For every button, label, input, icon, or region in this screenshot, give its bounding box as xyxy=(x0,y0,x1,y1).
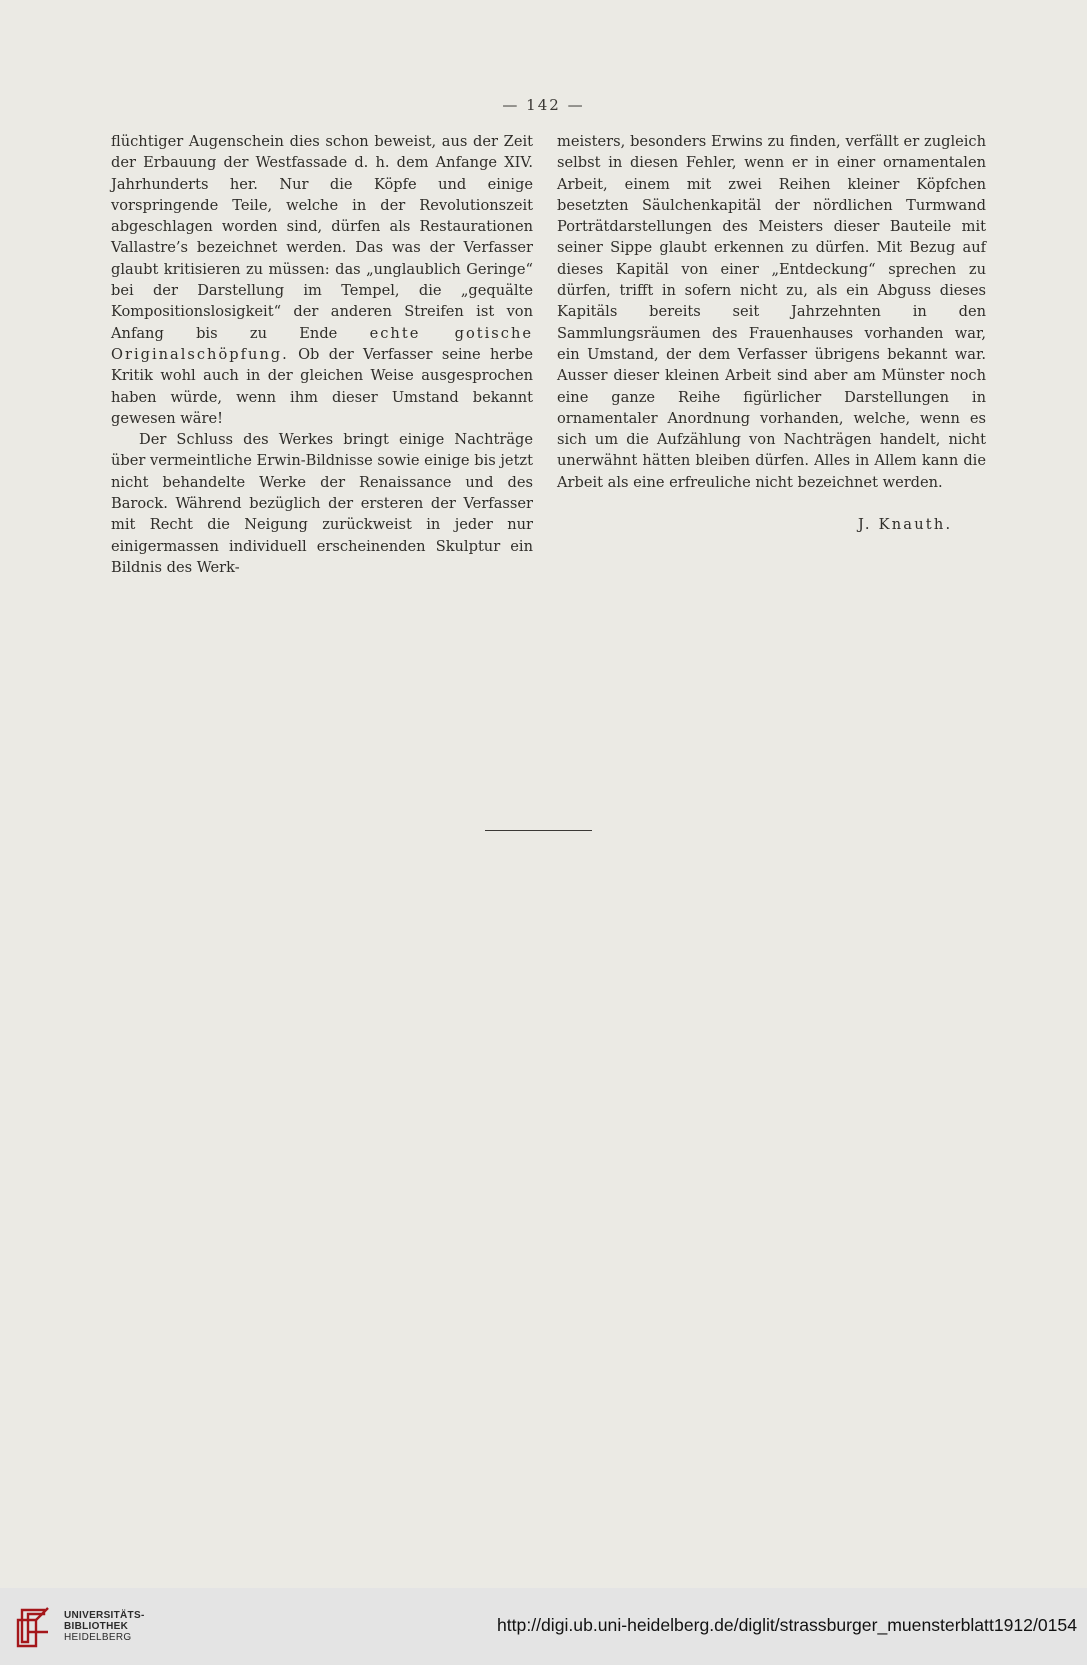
page-number: — 142 — xyxy=(502,96,585,114)
left-paragraph-1-text: flüchtiger Augenschein dies schon beweist, aus der Zeit der Erbauung der Westfassade d. h. dem Anfange XIV. Jahrhunderts her. Nur die Köpfe und einige vorspringende Teile, welche in der Revolutionszeit abgeschlagen worden sind, dürfen als Restaurationen Vallastre’s bezeichnet werden. Das was der Verfasser glaubt kritisieren zu müssen: das „unglaublich Geringe“ bei der Darstellung im Tempel, die „gequälte Kompositionslosigkeit“ der anderen Streifen ist von Anfang bis zu Ende xyxy=(111,133,533,342)
library-name-line-2: BIBLIOTHEK xyxy=(64,1621,129,1632)
left-paragraph-1 xyxy=(111,131,533,429)
left-paragraph-1-end: Ob der Verfasser seine herbe Kritik wohl auch in der gleichen Weise ausgesprochen haben würde, wenn ihm dieser Umstand bekannt gewesen wäre! xyxy=(111,345,533,427)
section-divider xyxy=(485,830,592,831)
right-paragraph: meisters, besonders Erwins zu finden, verfällt er zugleich selbst in diesen Fehler, wenn er in einer ornamentalen Arbeit, einem mit zwei Reihen kleiner Köpfchen besetzten Säulchenkapitäl der nördlichen Turmwand Porträtdarstellungen des Meisters dieser Bauteile mit seiner Sippe glaubt erkennen zu dürfen. Mit Bezug auf dieses Kapitäl von einer „Entdeckung“ sprechen zu dürfen, trifft in sofern nicht zu, als ein Abguss dieses Kapitäls bereits seit Jahrzehnten in den Sammlungsräumen des Frauenhauses vorhanden war, ein Umstand, der dem Verfasser übrigens bekannt war. Ausser dieser kleinen Arbeit sind aber am Münster noch eine ganze Reihe figürlicher Darstellungen in ornamentaler Anordnung vorhanden, welche, wenn es sich um die Aufzählung von Nachträgen handelt, nicht unerwähnt hätten bleiben dürfen. Alles in Allem kann die Arbeit als eine erfreuliche nicht bezeichnet werden. xyxy=(557,133,986,491)
library-name xyxy=(64,1610,145,1643)
left-paragraph-2: Der Schluss des Werkes bringt einige Nachträge über vermeintliche Erwin-Bildnisse sowie einige bis jetzt nicht behandelte Werke der Renaissance und des Barock. Während bezüglich der ersteren der Verfasser mit Recht die Neigung zurückweist in jeder nur einigermassen individuell erscheinenden Skulptur ein Bildnis des Werk- xyxy=(111,431,533,576)
library-name-line-3: HEIDELBERG xyxy=(64,1632,132,1643)
source-url[interactable]: http://digi.ub.uni-heidelberg.de/diglit/strassburger_muensterblatt1912/0154 xyxy=(497,1615,1077,1635)
right-column xyxy=(557,131,986,493)
emphasis-text: echte gotische Originalschöpfung. xyxy=(111,324,533,363)
footer-bar xyxy=(0,1588,1087,1665)
left-column xyxy=(111,131,533,578)
author-signature: J. Knauth. xyxy=(858,516,953,533)
library-logo-icon xyxy=(14,1604,58,1648)
library-name-line-1: UNIVERSITÄTS- xyxy=(64,1610,145,1621)
